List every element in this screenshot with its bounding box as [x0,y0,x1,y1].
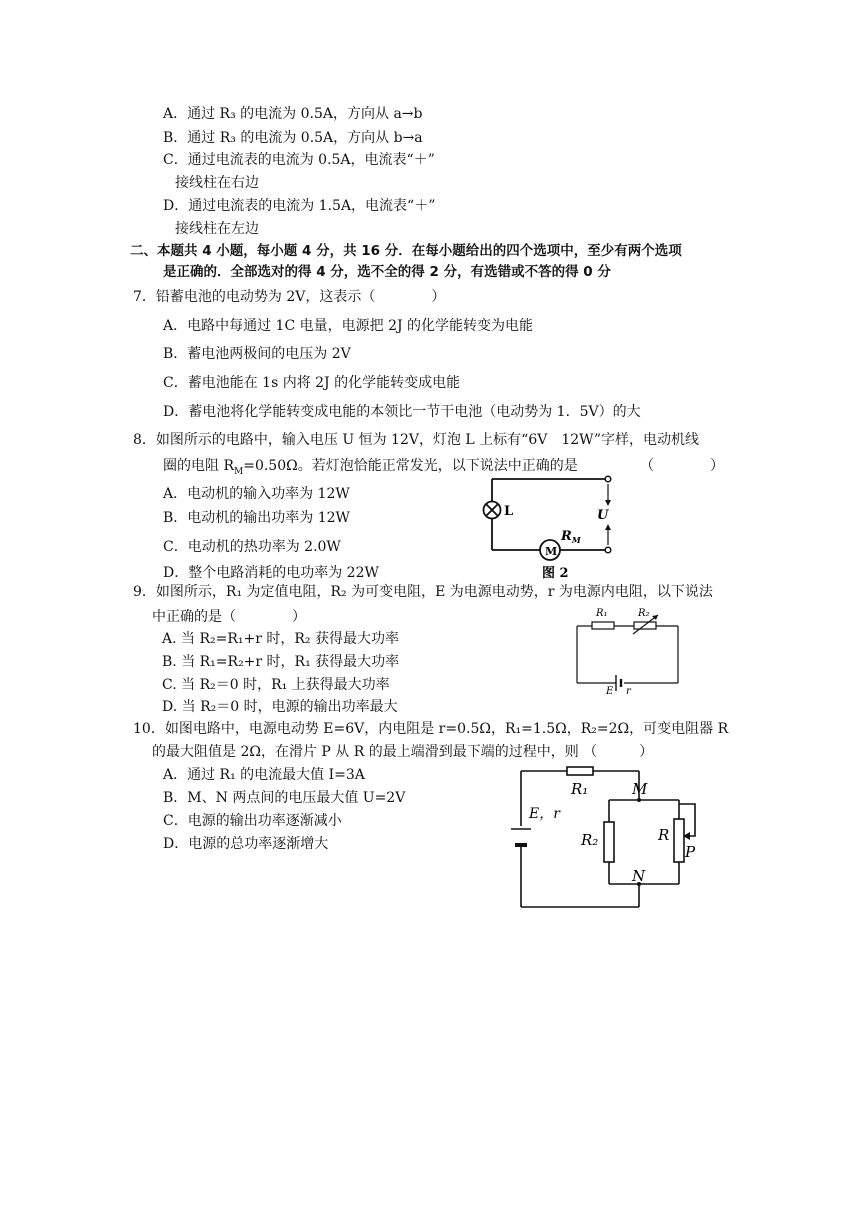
q9-r1-label: R₁ [596,608,608,619]
q8-option-a: A．电动机的输入功率为 12W [163,486,350,502]
r1-resistor [592,622,614,629]
q10-option-d: D．电源的总功率逐渐增大 [163,836,329,852]
q6-option-d: D．通过电流表的电流为 1.5A，电流表“＋” [163,198,436,214]
q7-option-b: B．蓄电池两极间的电压为 2V [163,346,351,362]
q7-stem: 7．铅蓄电池的电动势为 2V，这表示（ ） [133,289,446,305]
q6-option-a: A．通过 R₃ 的电流为 0.5A，方向从 a→b [163,106,423,122]
q9-r-label: r [626,686,631,697]
q10-stem-cont: 的最大阻值是 2Ω，在滑片 P 从 R 的最上端滑到最下端的过程中，则 （ ） [152,744,654,760]
q10-p-label: P [685,843,696,861]
q8-stem: 8．如图所示的电路中，输入电压 U 恒为 12V，灯泡 L 上标有“6V 12W”字样，电动机线 [133,432,699,448]
q10-m-label: M [632,780,648,798]
q9-stem-cont: 中正确的是（ ） [152,609,306,625]
q9-stem: 9．如图所示，R₁ 为定值电阻，R₂ 为可变电阻，E 为电源电动势，r 为电源内电阻，以下说法 [133,584,713,600]
q6-option-c: C．通过电流表的电流为 0.5A，电流表“＋” [163,152,435,168]
q9-option-b: B. 当 R₁=R₂+r 时，R₁ 获得最大功率 [162,654,400,670]
q10-r1-label: R₁ [571,780,589,798]
r-variable-resistor [674,819,684,862]
q8-stem-cont: 圈的电阻 $R_M=0.50\Omega$。若灯泡恰能正常发光，以下说法中正确的是 [163,458,578,477]
q9-circuit-figure [572,604,684,697]
figure-caption: 图 2 [542,566,569,581]
q10-r-label: R [658,826,670,844]
q8-answer-paren: （ ） [640,458,724,474]
q8-circuit-figure [478,470,628,582]
q10-option-a: A．通过 R₁ 的电流最大值 I=3A [163,767,365,783]
section2-heading-cont: 是正确的．全部选对的得 4 分，选不全的得 2 分，有选错或不答的得 0 分 [163,264,611,280]
q7-option-c: C．蓄电池能在 1s 内将 2J 的化学能转变成电能 [163,375,461,391]
q9-option-d: D. 当 R₂＝0 时，电源的输出功率最大 [162,699,398,715]
voltage-label: U [597,508,609,523]
q10-source-label: E，r [529,806,560,822]
q8-option-d: D．整个电路消耗的电功率为 22W [163,565,379,581]
q8-option-b: B．电动机的输出功率为 12W [163,510,350,526]
lamp-label: L [504,504,514,519]
terminal-top [605,476,611,482]
q10-r2-label: R₂ [581,831,599,849]
q6-option-d-cont: 接线柱在左边 [175,221,259,237]
q10-circuit-figure [515,762,696,912]
r2-resistor [604,822,614,862]
q7-option-d: D．蓄电池将化学能转变成电能的本领比一节干电池（电动势为 1．5V）的大 [163,404,641,420]
q9-e-label: E [606,686,614,697]
q9-r2-label: R₂ [638,608,650,619]
q6-option-b: B．通过 R₃ 的电流为 0.5A，方向从 b→a [163,130,423,146]
q10-n-label: N [632,867,646,885]
motor-resistance-label: $R_M$ [561,529,581,545]
q10-option-c: C．电源的输出功率逐渐减小 [163,813,342,829]
terminal-bottom [605,547,611,553]
q7-option-a: A．电路中每通过 1C 电量，电源把 2J 的化学能转变为电能 [163,318,534,334]
q9-option-a: A. 当 R₂=R₁+r 时，R₂ 获得最大功率 [162,631,399,647]
q6-option-c-cont: 接线柱在右边 [175,175,259,191]
q10-stem: 10．如图电路中，电源电动势 E=6V，内电阻是 r=0.5Ω，R₁=1.5Ω，R₂=2Ω，可变电阻器 R [133,721,729,737]
q8-option-c: C．电动机的热功率为 2.0W [163,539,341,555]
motor-symbol-label: M [545,545,558,558]
q9-option-c: C. 当 R₂＝0 时，R₁ 上获得最大功率 [162,677,390,693]
section2-heading: 二、本题共 4 小题，每小题 4 分，共 16 分．在每小题给出的四个选项中，至少有两个选项 [130,243,682,259]
q10-option-b: B．M、N 两点间的电压最大值 U=2V [163,790,406,806]
r1-resistor [567,767,593,775]
